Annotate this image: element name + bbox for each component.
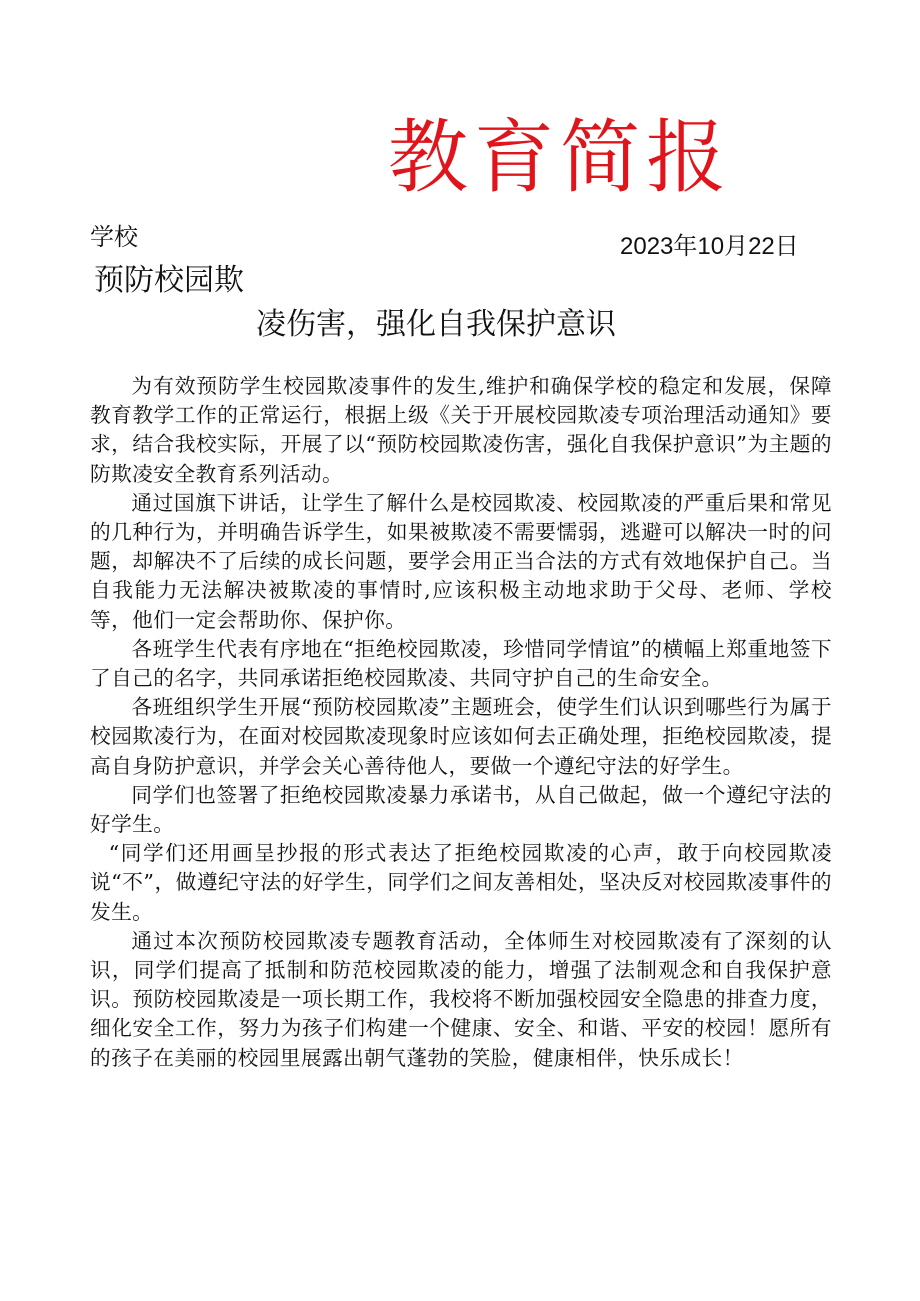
school-name: 学校 bbox=[90, 223, 138, 251]
paragraph-5: 同学们也签署了拒绝校园欺凌暴力承诺书，从自己做起，做一个遵纪守法的好学生。 bbox=[90, 782, 832, 837]
masthead-title: 教育简报 bbox=[388, 111, 732, 204]
paragraph-7: 通过本次预防校园欺凌专题教育活动，全体师生对校园欺凌有了深刻的认识，同学们提高了抵制和防范校园欺凌的能力，增强了法制观念和自我保护意识。预防校园欺凌是一项长期工作，我校将不断加强校园安全隐患的排查力度，细化安全工作，努力为孩子们构建一个健康、安全、和谐、平安的校园！愿所有的孩子在美丽的校园里展露出朝气蓬勃的笑脸，健康相伴，快乐成长！ bbox=[90, 928, 832, 1070]
paragraph-4: 各班组织学生开展“预防校园欺凌”主题班会，使学生们认识到哪些行为属于校园欺凌行为，在面对校园欺凌现象时应该如何去正确处理，拒绝校园欺凌，提高自身防护意识，并学会关心善待他人，要做一个遵纪守法的好学生。 bbox=[90, 695, 832, 778]
article-body bbox=[90, 372, 832, 1073]
article-title-line-2: 凌伤害，强化自我保护意识 bbox=[256, 307, 616, 342]
paragraph-6: “同学们还用画呈抄报的形式表达了拒绝校园欺凌的心声，敢于向校园欺凌说“不”，做遵纪守法的好学生，同学们之间友善相处，坚决反对校园欺凌事件的发生。 bbox=[90, 841, 832, 924]
paragraph-3: 各班学生代表有序地在“拒绝校园欺凌，珍惜同学情谊”的横幅上郑重地签下了自己的名字，共同承诺拒绝校园欺凌、共同守护自己的生命安全。 bbox=[90, 636, 832, 691]
article-title-line-1: 预防校园欺 bbox=[94, 263, 244, 298]
paragraph-1: 为有效预防学生校园欺凌事件的发生,维护和确保学校的稳定和发展，保障教育教学工作的正常运行，根据上级《关于开展校园欺凌专项治理活动通知》要求，结合我校实际，开展了以“预防校园欺凌伤害，强化自我保护意识”为主题的防欺凌安全教育系列活动。 bbox=[90, 374, 832, 486]
paragraph-2: 通过国旗下讲话，让学生了解什么是校园欺凌、校园欺凌的严重后果和常见的几种行为，并明确告诉学生，如果被欺凌不需要懦弱，逃避可以解决一时的问题，却解决不了后续的成长问题，要学会用正当合法的方式有效地保护自己。当自我能力无法解决被欺凌的事情时,应该积极主动地求助于父母、老师、学校等，他们一定会帮助你、保护你。 bbox=[90, 490, 832, 632]
issue-date: 2023年10月22日 bbox=[620, 233, 799, 260]
